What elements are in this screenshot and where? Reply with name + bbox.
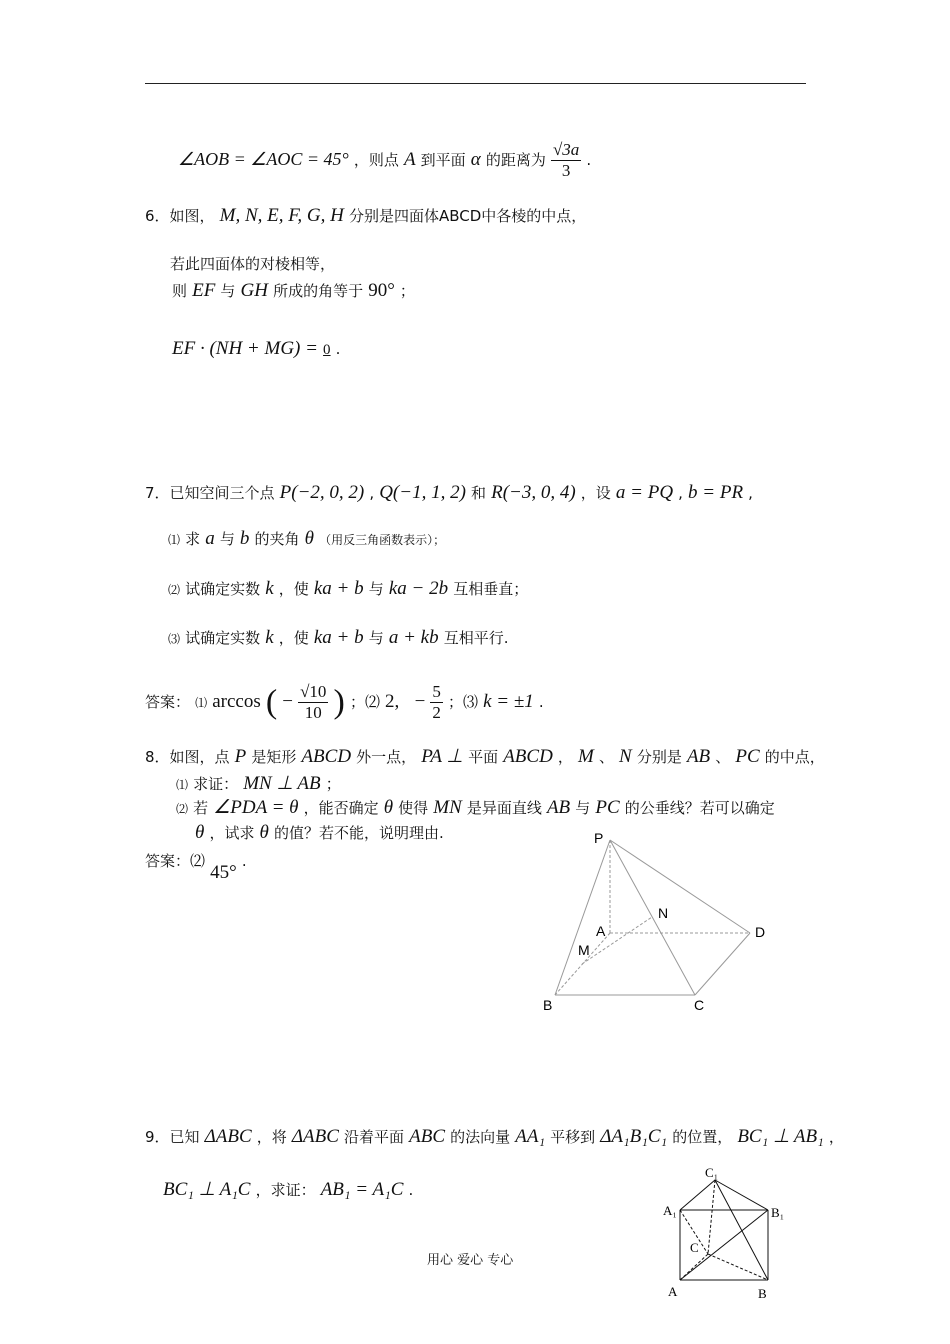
q8-pyramid-figure — [540, 825, 780, 1015]
q6-line3: 则 EF 与 GH 所成的角等于 90° ； — [172, 280, 415, 301]
q6-dot-product: EF · (NH + MG) = 0 . — [172, 338, 341, 359]
q5-answer-fraction: $\frac{√3a}{3}$ — [552, 140, 580, 180]
q8-sub2-line2: θ ，试求 θ 的值？若不能，说明理由. — [195, 822, 444, 843]
q5-answer-line: ∠AOB = ∠AOC = 45° ，则点 A 到平面 α 的距离为 $\frac{√3a}{3}$ . — [178, 140, 592, 180]
q6-line1: 6．如图， M, N, E, F, G, H 分别是四面体ABCD中各棱的中点， — [145, 205, 587, 226]
label-B: B — [543, 997, 553, 1013]
label-P: P — [594, 830, 604, 846]
edge-PC — [610, 840, 695, 995]
q7-ans1-fraction: $\frac{√10}{10}$ — [300, 682, 327, 722]
q6-line2: 若此四面体的对棱相等， — [170, 255, 336, 273]
edge-AC — [680, 1254, 708, 1280]
edge-A1C1 — [680, 1180, 715, 1210]
label-M: M — [578, 942, 590, 958]
q7-sub2: ⑵ 试确定实数 k ，使 ka + b 与 ka − 2b 互相垂直； — [168, 578, 529, 599]
header-rule — [145, 83, 806, 84]
label-C: C — [690, 1240, 699, 1255]
q5-expr: ∠AOB = ∠AOC = 45° — [178, 149, 349, 169]
label-C: C — [694, 997, 705, 1013]
q7-line1: 7．已知空间三个点 P(−2, 0, 2) , Q(−1, 1, 2) 和 R(−3, 0, 4) ，设 a = PQ , b = PR , — [145, 482, 753, 503]
edge-PD — [610, 840, 750, 933]
q9-line2: BC₁ ⊥ A₁C ，求证： AB₁ = A₁C . — [163, 1179, 414, 1200]
label-C1: C₁ — [705, 1165, 719, 1180]
label-N: N — [658, 905, 669, 921]
edge-CD — [695, 933, 750, 995]
label-B: B — [758, 1286, 767, 1301]
label-B1: B₁ — [771, 1205, 785, 1220]
q7-answer: 答案： ⑴ arccos ( − $\frac{√10}{10}$ ) ；⑵ 2, − $\frac{5}{2}$ ；⑶ k = ±1 . — [145, 682, 544, 722]
label-D: D — [755, 924, 766, 940]
edge-CB — [708, 1254, 768, 1280]
q8-answer: 答案：⑵ 45° . — [145, 852, 247, 883]
segment-MN — [582, 917, 652, 964]
edge-PB — [555, 840, 610, 995]
q8-line1: 8．如图，点 P 是矩形 ABCD 外一点， PA ⊥ 平面 ABCD ， M 、 N 分别是 AB 、 PC 的中点， — [145, 746, 825, 767]
q7-ans2-fraction: $\frac{5}{2}$ — [432, 682, 441, 722]
q7-sub3: ⑶ 试确定实数 k ，使 ka + b 与 a + kb 互相平行. — [168, 627, 509, 648]
label-A: A — [596, 923, 606, 939]
label-A1: A₁ — [663, 1203, 677, 1218]
page-footer: 用心 爱心 专心 — [427, 1253, 514, 1268]
q8-sub1: ⑴ 求证： MN ⊥ AB ； — [176, 773, 341, 794]
edge-CC1 — [708, 1180, 715, 1254]
label-A: A — [668, 1284, 678, 1299]
q7-sub1: ⑴ 求 a 与 b 的夹角 θ （用反三角函数表示）； — [168, 528, 446, 549]
q9-prism-figure — [660, 1162, 800, 1302]
q8-sub2-line1: ⑵ 若 ∠PDA = θ ，能否确定 θ 使得 MN 是异面直线 AB 与 PC 的公垂线？若可以确定 — [176, 797, 775, 818]
q9-line1: 9．已知 ΔABC ，将 ΔABC 沿着平面 ABC 的法向量 AA₁ 平移到 ΔA₁B₁C₁ 的位置， BC₁ ⊥ AB₁ ， — [145, 1126, 844, 1147]
